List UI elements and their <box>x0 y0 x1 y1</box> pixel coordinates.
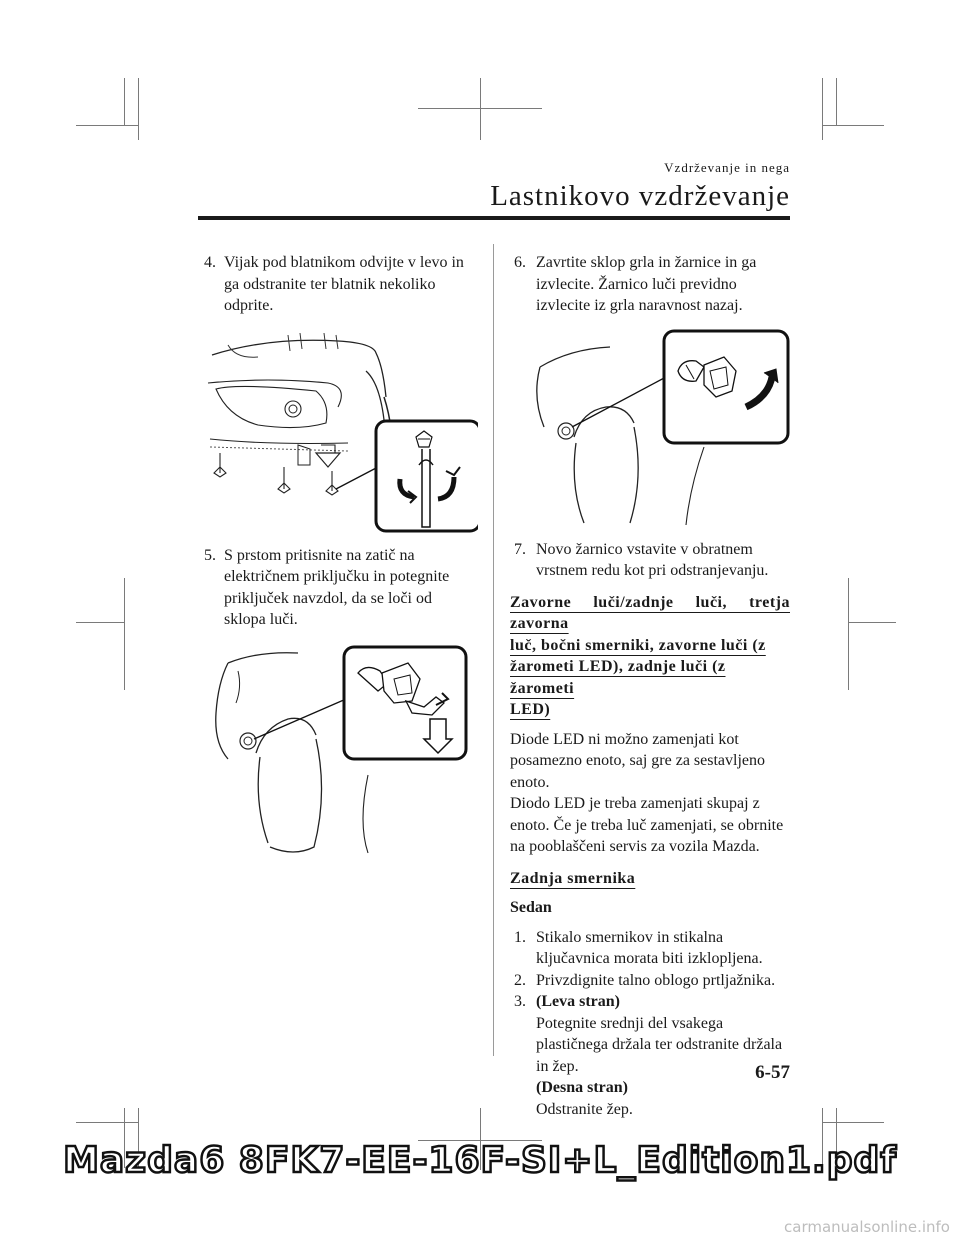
section-heading-led-lights <box>510 592 790 721</box>
section-heading-rear-turn-signals: Zadnja smernika <box>510 869 636 887</box>
fender-screw-illustration <box>198 327 478 533</box>
step-text-line: S prstom pritisnite na zatič na <box>224 546 415 564</box>
text-line: enoto. <box>510 773 550 791</box>
watermark: carmanualsonline.info <box>784 1218 950 1236</box>
step-text-line: Odstranite žep. <box>536 1100 633 1118</box>
crop-mark <box>822 78 823 140</box>
crop-mark <box>124 578 125 690</box>
left-side-label: (Leva stran) <box>536 993 620 1010</box>
column-divider <box>493 244 494 1056</box>
section-label: Vzdrževanje in nega <box>664 160 790 175</box>
crop-mark <box>848 622 896 623</box>
header-rule <box>198 216 790 220</box>
step-text-line: Novo žarnico vstavite v obratnem <box>536 540 753 558</box>
step-3 <box>510 991 790 1120</box>
led-info-paragraph <box>510 729 790 858</box>
step-text-line: izvlecite iz grla naravnost nazaj. <box>536 297 743 314</box>
step-1 <box>510 927 790 970</box>
crop-mark <box>418 108 542 109</box>
step-number: 1. <box>514 928 526 946</box>
step-text-line: plastičnega držala ter odstranite držala <box>536 1036 783 1053</box>
right-column <box>510 252 790 1120</box>
step-5 <box>198 545 486 631</box>
step-text-line: ključavnica morata biti izklopljena. <box>536 950 763 967</box>
crop-mark <box>848 578 849 690</box>
step-text-line: Zavrtite sklop grla in žarnice in ga <box>536 254 757 271</box>
text-line: enoto. Če je treba luč zamenjati, se obrnite <box>510 816 784 834</box>
right-side-label: (Desna stran) <box>536 1079 628 1096</box>
step-text-line: Privzdignite talno oblogo prtljažnika. <box>536 971 776 989</box>
step-text-line: ga odstranite ter blatnik nekoliko <box>224 275 436 293</box>
crop-mark <box>822 125 884 126</box>
left-column <box>198 252 486 875</box>
step-text-line: sklopa luči. <box>224 611 298 628</box>
step-number: 4. <box>204 254 216 271</box>
step-text-line: električnem priključku in potegnite <box>224 568 450 585</box>
step-text-line: vrstnem redu kot pri odstranjevanju. <box>536 562 769 579</box>
step-number: 3. <box>514 993 526 1010</box>
step-7 <box>510 539 790 582</box>
step-text-line: izvlecite. Žarnico luči previdno <box>536 275 737 293</box>
step-number: 2. <box>514 971 526 989</box>
step-2 <box>510 970 790 992</box>
page-number: 6-57 <box>755 1062 790 1083</box>
step-text-line: Stikalo smernikov in stikalna <box>536 928 724 946</box>
text-line: posamezno enoto, saj gre za sestavljeno <box>510 752 766 769</box>
page-title: Lastnikovo vzdrževanje <box>490 180 790 212</box>
step-text-line: Vijak pod blatnikom odvijte v levo in <box>224 254 464 271</box>
crop-mark <box>76 125 138 126</box>
step-text-line: in žep. <box>536 1057 579 1075</box>
text-line: Diode LED ni možno zamenjati kot <box>510 730 739 748</box>
step-6 <box>510 252 790 317</box>
step-text-line: Potegnite srednji del vsakega <box>536 1014 724 1032</box>
step-text-line: odprite. <box>224 297 274 314</box>
heading-line: Zavorne luči/zadnje luči, tretja zavorna <box>510 593 790 632</box>
step-4 <box>198 252 486 317</box>
crop-mark <box>76 622 124 623</box>
step-number: 6. <box>514 254 526 271</box>
bulb-socket-illustration <box>510 327 790 527</box>
crop-mark <box>822 1122 884 1123</box>
text-line: Diodo LED je treba zamenjati skupaj z <box>510 795 760 812</box>
heading-line: LED) <box>510 701 551 718</box>
crop-mark <box>76 1122 138 1123</box>
crop-mark <box>836 78 837 125</box>
crop-mark <box>138 78 139 140</box>
heading-line: luč, bočni smerniki, zavorne luči (z <box>510 636 766 654</box>
footer-filename: Mazda6 8FK7-EE-16F-SI+L_Edition1.pdf <box>63 1140 897 1181</box>
step-number: 5. <box>204 546 216 564</box>
step-number: 7. <box>514 540 526 558</box>
heading-line: žarometi LED), zadnje luči (z žarometi <box>510 658 726 697</box>
text-line: na pooblaščeni servis za vozila Mazda. <box>510 838 760 855</box>
step-text-line: priključek navzdol, da se loči od <box>224 589 432 607</box>
sedan-label: Sedan <box>510 899 552 916</box>
crop-mark <box>124 78 125 125</box>
crop-mark <box>480 78 481 140</box>
connector-removal-illustration <box>198 643 478 863</box>
